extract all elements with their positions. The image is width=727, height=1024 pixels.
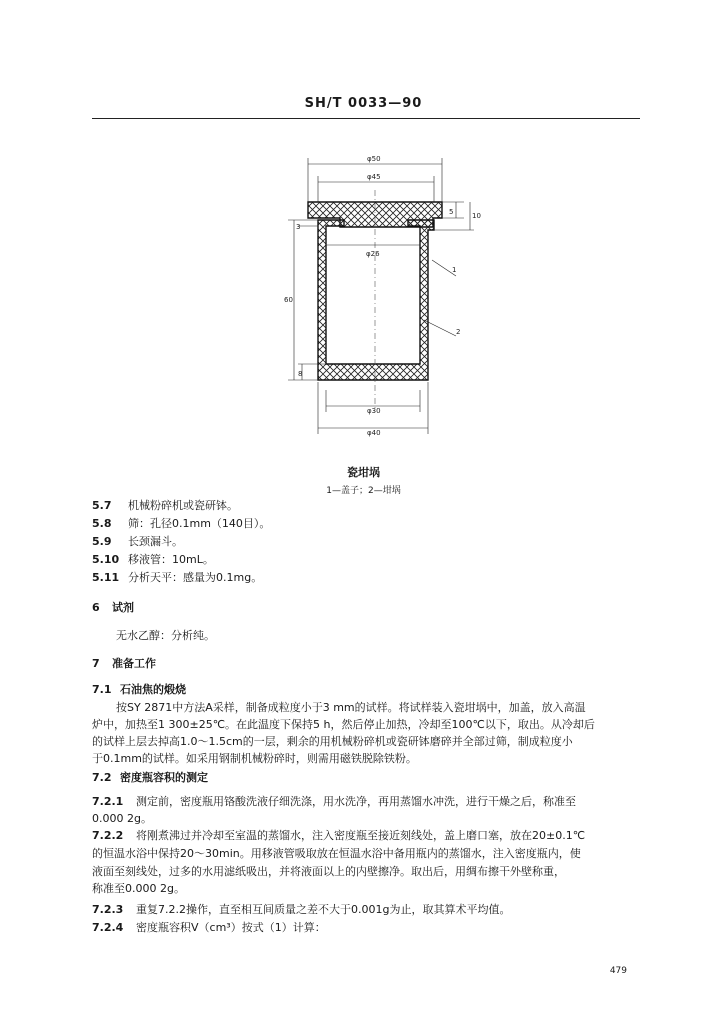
dim-d26: φ26 [366,250,380,258]
list-item: 5.10 移液管：10mL。 [92,553,214,566]
dim-d40: φ40 [367,429,381,437]
section-7-1-heading: 7.1 石油焦的煅烧 [92,683,186,696]
header-rule [92,118,640,119]
part-label-1: 1 [452,266,457,274]
list-item: 5.8 筛：孔径0.1mm（140目）。 [92,517,271,530]
list-item: 5.9 长颈漏斗。 [92,535,183,548]
figure-caption: 瓷坩埚 [347,466,380,479]
section-7-2-1-line: 0.000 2g。 [92,812,152,825]
section-7-1-line: 按SY 2871中方法A采样，制备成粒度小于3 mm的试样。将试样装入瓷坩埚中，加盖，放入高温 [116,701,586,714]
dim-d30: φ30 [367,407,381,415]
page-number: 479 [609,966,627,976]
section-7-2-2-line: 称准至0.000 2g。 [92,882,185,895]
section-6-body: 无水乙醇：分析纯。 [116,629,215,642]
section-7-1-line: 的试样上层去掉高1.0～1.5cm的一层，剩余的用机械粉碎机或瓷研钵磨碎并全部过筛，制成粒度小 [92,735,573,748]
figure-legend: 1—盖子；2—坩埚 [326,486,401,496]
list-item: 5.11 分析天平：感量为0.1mg。 [92,571,263,584]
standard-header: SH/T 0033—90 [304,96,423,111]
crucible-body [318,220,434,380]
dim-h10: 10 [472,212,481,220]
dim-h3: 3 [296,223,301,231]
dim-d45: φ45 [367,173,381,181]
section-7-2-2-line: 的恒温水浴中保持20～30min。用移液管吸取放在恒温水浴中备用瓶内的蒸馏水，注入密度瓶内，使 [92,847,581,860]
section-7-heading: 7 准备工作 [92,657,156,670]
section-7-2-3: 7.2.3 重复7.2.2操作，直至相互间质量之差不大于0.001g为止，取其算术平均值。 [92,903,511,916]
section-7-2-4: 7.2.4 密度瓶容积V（cm³）按式（1）计算： [92,921,326,934]
dim-h60: 60 [284,296,293,304]
section-7-1-line: 炉中，加热至1 300±25℃。在此温度下保持5 h，然后停止加热，冷却至100℃以下，取出。从冷却后 [92,718,595,731]
part-label-2: 2 [456,328,461,336]
crucible-figure [260,150,480,450]
section-7-1-line: 于0.1mm的试样。如采用钢制机械粉碎时，则需用磁铁脱除铁粉。 [92,752,417,765]
section-6-heading: 6 试剂 [92,601,134,614]
dim-h5: 5 [449,208,454,216]
section-7-2-heading: 7.2 密度瓶容积的测定 [92,771,208,784]
dim-d50: φ50 [367,155,381,163]
section-7-2-2-line: 7.2.2 将刚煮沸过并冷却至室温的蒸馏水，注入密度瓶至接近刻线处，盖上磨口塞，放在20±0.1℃ [92,829,586,842]
section-7-2-1-line: 7.2.1 测定前，密度瓶用铬酸洗液仔细洗涤，用水洗净，再用蒸馏水冲洗，进行干燥之后，称准至 [92,795,576,808]
section-7-2-2-line: 液面至刻线处，过多的水用滤纸吸出，并将液面以上的内壁擦净。取出后，用绸布擦干外壁称重， [92,865,565,878]
list-item: 5.7 机械粉碎机或瓷研钵。 [92,499,238,512]
dim-h8: 8 [298,370,303,378]
